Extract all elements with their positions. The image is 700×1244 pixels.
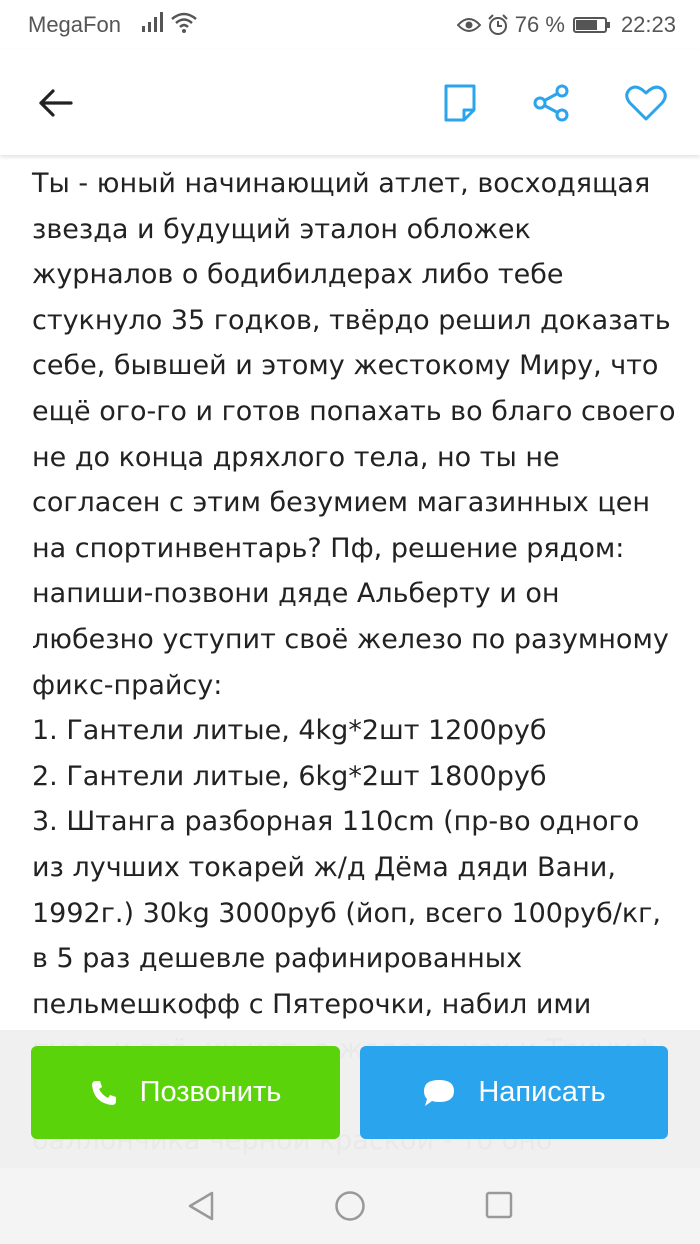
description-line: Ты - юный начинающий атлет, восходящая	[32, 168, 651, 199]
description-line: себе, бывшей и этому жестокому Миру, что	[32, 350, 659, 382]
ad-description	[0, 155, 700, 1167]
wifi-icon	[170, 10, 198, 34]
call-button-label: Позвонить	[139, 1076, 282, 1108]
home-circle-icon[interactable]	[334, 1190, 366, 1222]
share-button[interactable]	[524, 76, 578, 130]
description-line: согласен с этим безумием магазинных цен	[32, 487, 650, 519]
description-line: в 5 раз дешевле рафинированных	[32, 943, 523, 975]
recents-square-icon[interactable]	[484, 1190, 514, 1220]
share-icon	[532, 84, 570, 122]
description-line: не до конца дряхлого тела, но ты не	[32, 441, 560, 473]
note-icon	[444, 84, 476, 122]
favorite-button[interactable]	[617, 76, 675, 130]
phone-icon	[90, 1079, 118, 1107]
description-line: из лучших токарей ж/д Дёма дяди Вани,	[32, 851, 616, 883]
status-right	[457, 12, 676, 38]
description-line: журналов о бодибилдерах либо тебе	[32, 259, 564, 291]
back-arrow-icon	[37, 88, 73, 118]
note-button[interactable]	[433, 76, 487, 130]
description-text	[0, 155, 700, 1164]
description-line: 1. Гантели литые, 4kg*2шт 1200руб	[32, 715, 547, 747]
back-triangle-icon[interactable]	[186, 1190, 216, 1222]
description-line: 3. Штанга разборная 110cm (пр-во одного	[32, 806, 640, 838]
message-button[interactable]	[360, 1046, 668, 1139]
description-line: 1992г.) 30kg 3000руб (йоп, всего 100руб/кг,	[32, 897, 661, 929]
description-line: 2. Гантели литые, 6kg*2шт 1800руб	[32, 760, 547, 792]
description-line: любезно уступит своё железо по разумному	[32, 623, 669, 655]
chat-bubble-icon	[422, 1078, 456, 1108]
heart-icon	[625, 84, 667, 122]
back-button[interactable]	[28, 76, 82, 130]
clock: 22:23	[620, 12, 676, 37]
battery-percent: 76 %	[514, 12, 565, 37]
battery-icon	[573, 17, 607, 33]
system-nav-bar	[0, 1168, 700, 1244]
signal-icon	[142, 10, 163, 32]
description-line: напиши-позвони дяде Альберту и он	[32, 578, 560, 610]
eye-icon	[457, 17, 481, 33]
message-button-label: Написать	[478, 1076, 606, 1108]
description-line: на спортинвентарь? Пф, решение рядом:	[32, 532, 625, 564]
carrier-name: MegaFon	[28, 12, 121, 37]
status-bar	[0, 0, 700, 50]
description-line: ещё ого-го и готов попахать во благо своего	[32, 395, 676, 427]
description-line: пельмешкофф с Пятерочки, набил ими	[32, 988, 592, 1020]
app-bar	[0, 50, 700, 155]
contact-action-bar	[0, 1030, 700, 1168]
description-line: фикс-прайсу:	[32, 669, 223, 701]
description-line: звезда и будущий эталон обложек	[32, 213, 531, 245]
alarm-icon	[487, 14, 509, 36]
description-line: стукнуло 35 годков, твёрдо решил доказать	[32, 304, 671, 336]
call-button[interactable]	[31, 1046, 340, 1139]
